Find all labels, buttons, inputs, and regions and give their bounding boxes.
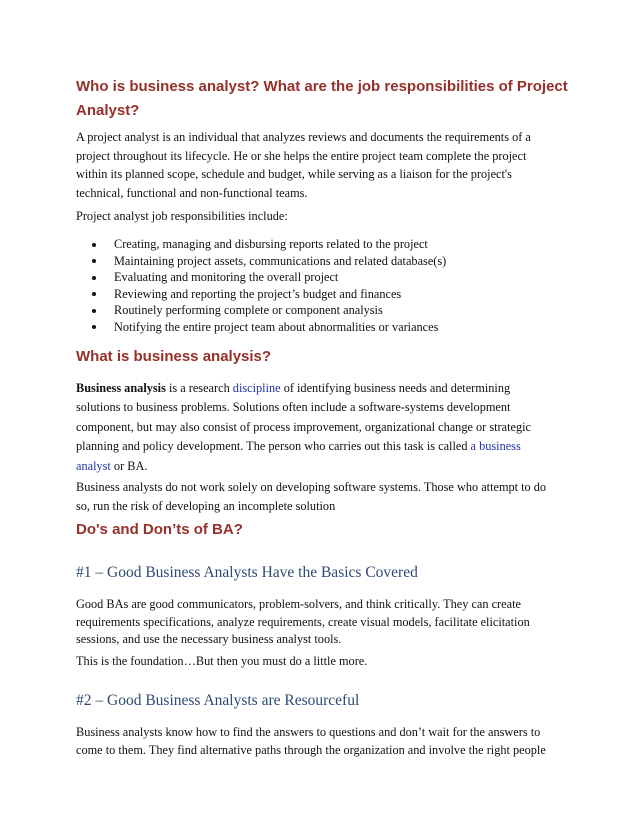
subheading-basics-covered: #1 – Good Business Analysts Have the Basics Covered: [76, 564, 418, 581]
business-analysis-paragraph: [76, 379, 531, 476]
text-line: Business analysts know how to find the answers to questions and don’t wait for the answers to: [76, 725, 541, 739]
list-item: Evaluating and monitoring the overall project: [76, 269, 446, 286]
heading-dos-and-donts: Do's and Don’ts of BA?: [76, 521, 243, 538]
list-item: Reviewing and reporting the project’s budget and finances: [76, 286, 446, 303]
responsibilities-intro: Project analyst job responsibilities include:: [76, 209, 288, 223]
responsibilities-list: [76, 236, 446, 336]
text-line: [76, 457, 531, 476]
heading-line-2: Analyst?: [76, 102, 140, 119]
text-line: come to them. They find alternative paths through the organization and involve the right people: [76, 742, 546, 757]
text-line: within its planned scope, schedule and budget, while serving as a liaison for the project's: [76, 167, 512, 182]
link-discipline[interactable]: discipline: [232, 381, 281, 395]
heading-line-1: Who is business analyst? What are the job responsibilities of Project: [76, 78, 568, 95]
list-item: Creating, managing and disbursing reports related to the project: [76, 236, 446, 253]
text-line: component, but may also consist of process improvement, organizational change or strategic: [76, 419, 531, 434]
text-line: Business analysts do not work solely on developing software systems. Those who attempt to do: [76, 480, 547, 494]
basics-paragraph: [76, 596, 530, 649]
text-line: A project analyst is an individual that analyzes reviews and documents the requirements of a: [76, 130, 531, 144]
link-business-analyst[interactable]: a business: [470, 439, 521, 454]
list-item: Notifying the entire project team about abnormalities or variances: [76, 319, 446, 336]
heading-business-analyst: [76, 75, 568, 123]
list-item: Routinely performing complete or component analysis: [76, 302, 446, 319]
resourceful-paragraph: [76, 724, 546, 759]
subheading-resourceful: #2 – Good Business Analysts are Resourceful: [76, 692, 360, 709]
link-analyst[interactable]: analyst: [76, 458, 111, 473]
text-span: of identifying business needs and determining: [280, 381, 511, 395]
foundation-line: This is the foundation…But then you must do a little more.: [76, 654, 368, 668]
text-line: [76, 379, 531, 398]
text-line: so, run the risk of developing an incomplete solution: [76, 498, 336, 513]
text-line: project throughout its lifecycle. He or she helps the entire project team complete the project: [76, 148, 527, 163]
text-span: or BA.: [110, 458, 148, 473]
text-span: is a research: [165, 381, 233, 395]
text-line: requirements specifications, analyze requirements, create visual models, facilitate elicitation: [76, 614, 530, 629]
intro-paragraph: [76, 128, 531, 203]
list-item: Maintaining project assets, communications and related database(s): [76, 253, 446, 270]
text-line: sessions, and use the necessary business analyst tools.: [76, 632, 342, 646]
text-span: planning and policy development. The person who carries out this task is called: [76, 439, 471, 454]
text-line: technical, functional and non-functional teams.: [76, 186, 308, 201]
text-line: Good BAs are good communicators, problem-solvers, and think critically. They can create: [76, 597, 521, 611]
heading-what-is-business-analysis: What is business analysis?: [76, 348, 272, 365]
text-line: solutions to business problems. Solutions often include a software-systems development: [76, 400, 511, 415]
business-analysts-paragraph: [76, 478, 546, 515]
bold-term: Business analysis: [76, 381, 166, 395]
text-line: [76, 437, 531, 456]
